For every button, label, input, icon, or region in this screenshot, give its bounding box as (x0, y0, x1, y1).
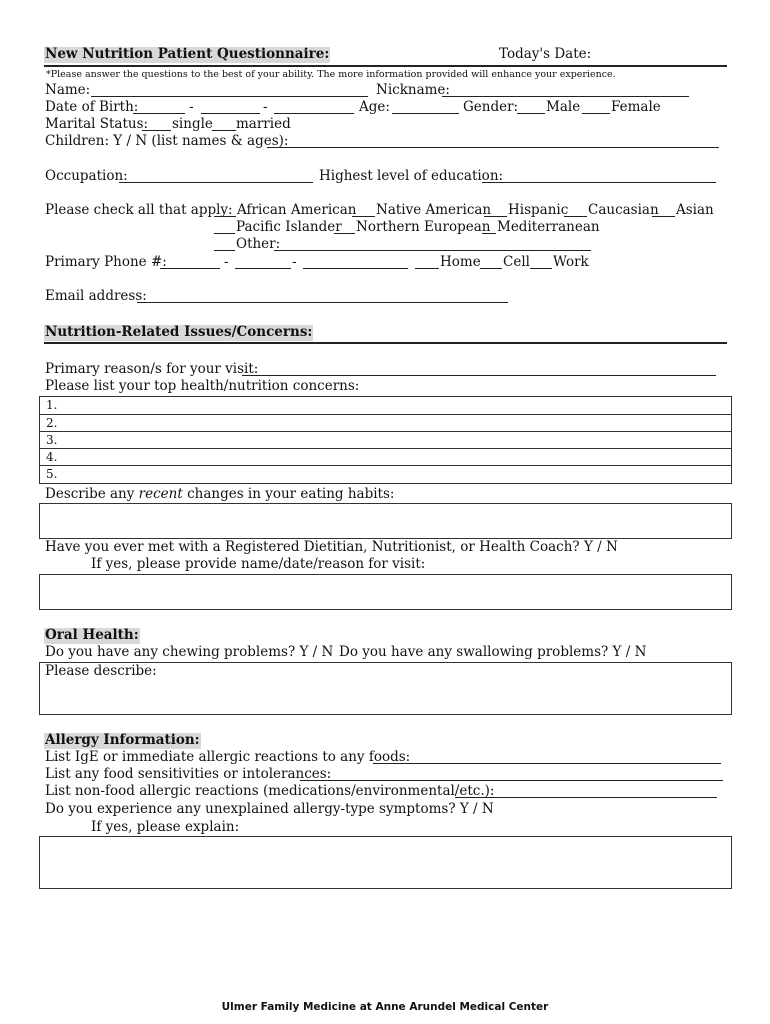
dob-label: Date of Birth: (45, 99, 139, 115)
occupation-field[interactable] (119, 182, 313, 183)
allergy-heading: Allergy Information: (45, 732, 200, 748)
native-american-checkbox[interactable] (352, 216, 375, 217)
phone-line-field[interactable] (303, 268, 408, 269)
ethnicity-label: Please check all that apply: (45, 202, 233, 218)
northern-european-checkbox[interactable] (334, 233, 355, 234)
dob-year-field[interactable] (274, 113, 354, 114)
dietitian-question: Have you ever met with a Registered Dietitian, Nutritionist, or Health Coach? Y / N (45, 539, 618, 555)
children-label: Children: Y / N (list names & ages): (45, 133, 289, 149)
concern-row-3[interactable] (39, 431, 732, 449)
eating-changes-label: Describe any recent changes in your eating habits: (45, 486, 395, 502)
dob-dash-1: - (189, 99, 194, 115)
male-label: Male (546, 99, 581, 115)
african-american-checkbox[interactable] (214, 216, 236, 217)
oral-describe-label: Please describe: (45, 663, 157, 679)
footer-text: Ulmer Family Medicine at Anne Arundel Medical Center (221, 1001, 549, 1013)
sensitivities-label: List any food sensitivities or intolerances: (45, 766, 332, 782)
phone-area-field[interactable] (160, 268, 220, 269)
occupation-label: Occupation: (45, 168, 128, 184)
todays-date-label: Today's Date: (499, 46, 592, 62)
caucasian-label: Caucasian (588, 202, 659, 218)
phone-dash-1: - (224, 254, 229, 270)
gender-label: Gender: (463, 99, 519, 115)
concern-row-2[interactable] (39, 414, 732, 432)
age-field[interactable] (392, 113, 459, 114)
reason-field[interactable] (242, 375, 716, 376)
single-label: single (172, 116, 213, 132)
dietitian-followup: If yes, please provide name/date/reason for visit: (91, 556, 426, 572)
mediterranean-checkbox[interactable] (482, 233, 496, 234)
eating-changes-box[interactable] (39, 503, 732, 539)
oral-health-heading: Oral Health: (45, 627, 139, 643)
asian-checkbox[interactable] (652, 216, 675, 217)
pacific-islander-label: Pacific Islander (236, 219, 342, 235)
concerns-heading: Nutrition-Related Issues/Concerns: (45, 324, 313, 340)
reason-label: Primary reason/s for your visit: (45, 361, 259, 377)
concern-number: 5. (46, 467, 58, 481)
concern-row-5[interactable] (39, 465, 732, 484)
dietitian-box[interactable] (39, 574, 732, 610)
concern-number: 3. (46, 433, 58, 447)
chewing-question: Do you have any chewing problems? Y / N (45, 644, 334, 660)
hispanic-label: Hispanic (508, 202, 569, 218)
swallowing-question: Do you have any swallowing problems? Y / N (339, 644, 647, 660)
phone-label: Primary Phone #: (45, 254, 167, 270)
other-field[interactable] (274, 250, 591, 251)
email-field[interactable] (137, 302, 508, 303)
work-checkbox[interactable] (530, 268, 552, 269)
ige-label: List IgE or immediate allergic reactions to any foods: (45, 749, 411, 765)
hispanic-checkbox[interactable] (484, 216, 507, 217)
single-checkbox[interactable] (142, 130, 171, 131)
asian-label: Asian (676, 202, 714, 218)
african-american-label: African American (237, 202, 357, 218)
northern-european-label: Northern European (356, 219, 491, 235)
title-divider (44, 65, 727, 67)
nickname-label: Nickname: (376, 82, 450, 98)
concerns-divider (44, 342, 727, 344)
education-label: Highest level of education: (319, 168, 504, 184)
instructions: *Please answer the questions to the best of your ability. The more information provided will enhance your experience. (46, 69, 616, 80)
other-checkbox[interactable] (214, 250, 235, 251)
native-american-label: Native American (376, 202, 492, 218)
concern-row-1[interactable] (39, 396, 732, 415)
phone-prefix-field[interactable] (235, 268, 291, 269)
pacific-islander-checkbox[interactable] (214, 233, 235, 234)
married-label: married (236, 116, 291, 132)
concerns-list-label: Please list your top health/nutrition concerns: (45, 378, 360, 394)
dob-day-field[interactable] (201, 113, 260, 114)
age-label: Age: (359, 99, 390, 115)
dob-month-field[interactable] (133, 113, 185, 114)
nickname-field[interactable] (442, 96, 689, 97)
email-label: Email address: (45, 288, 147, 304)
symptoms-explain-label: If yes, please explain: (91, 819, 240, 835)
marital-label: Marital Status: (45, 116, 149, 132)
concern-row-4[interactable] (39, 448, 732, 466)
name-field[interactable] (91, 96, 368, 97)
home-label: Home (440, 254, 481, 270)
nonfood-label: List non-food allergic reactions (medications/environmental/etc.): (45, 783, 495, 799)
symptoms-question: Do you experience any unexplained allergy-type symptoms? Y / N (45, 801, 494, 817)
nonfood-field[interactable] (455, 797, 717, 798)
concern-number: 1. (46, 398, 58, 412)
married-checkbox[interactable] (212, 130, 236, 131)
cell-label: Cell (503, 254, 530, 270)
sensitivities-field[interactable] (300, 780, 723, 781)
caucasian-checkbox[interactable] (564, 216, 587, 217)
education-field[interactable] (482, 182, 716, 183)
female-checkbox[interactable] (582, 113, 610, 114)
ige-field[interactable] (373, 763, 721, 764)
name-label: Name: (45, 82, 91, 98)
mediterranean-label: Mediterranean (497, 219, 600, 235)
work-label: Work (553, 254, 589, 270)
other-label: Other: (236, 236, 281, 252)
female-label: Female (611, 99, 661, 115)
form-title: New Nutrition Patient Questionnaire: (45, 46, 330, 62)
dob-dash-2: - (263, 99, 268, 115)
concern-number: 2. (46, 416, 58, 430)
male-checkbox[interactable] (517, 113, 545, 114)
cell-checkbox[interactable] (480, 268, 502, 269)
symptoms-explain-box[interactable] (39, 836, 732, 889)
children-field[interactable] (267, 147, 719, 148)
phone-dash-2: - (292, 254, 297, 270)
concern-number: 4. (46, 450, 58, 464)
home-checkbox[interactable] (415, 268, 439, 269)
